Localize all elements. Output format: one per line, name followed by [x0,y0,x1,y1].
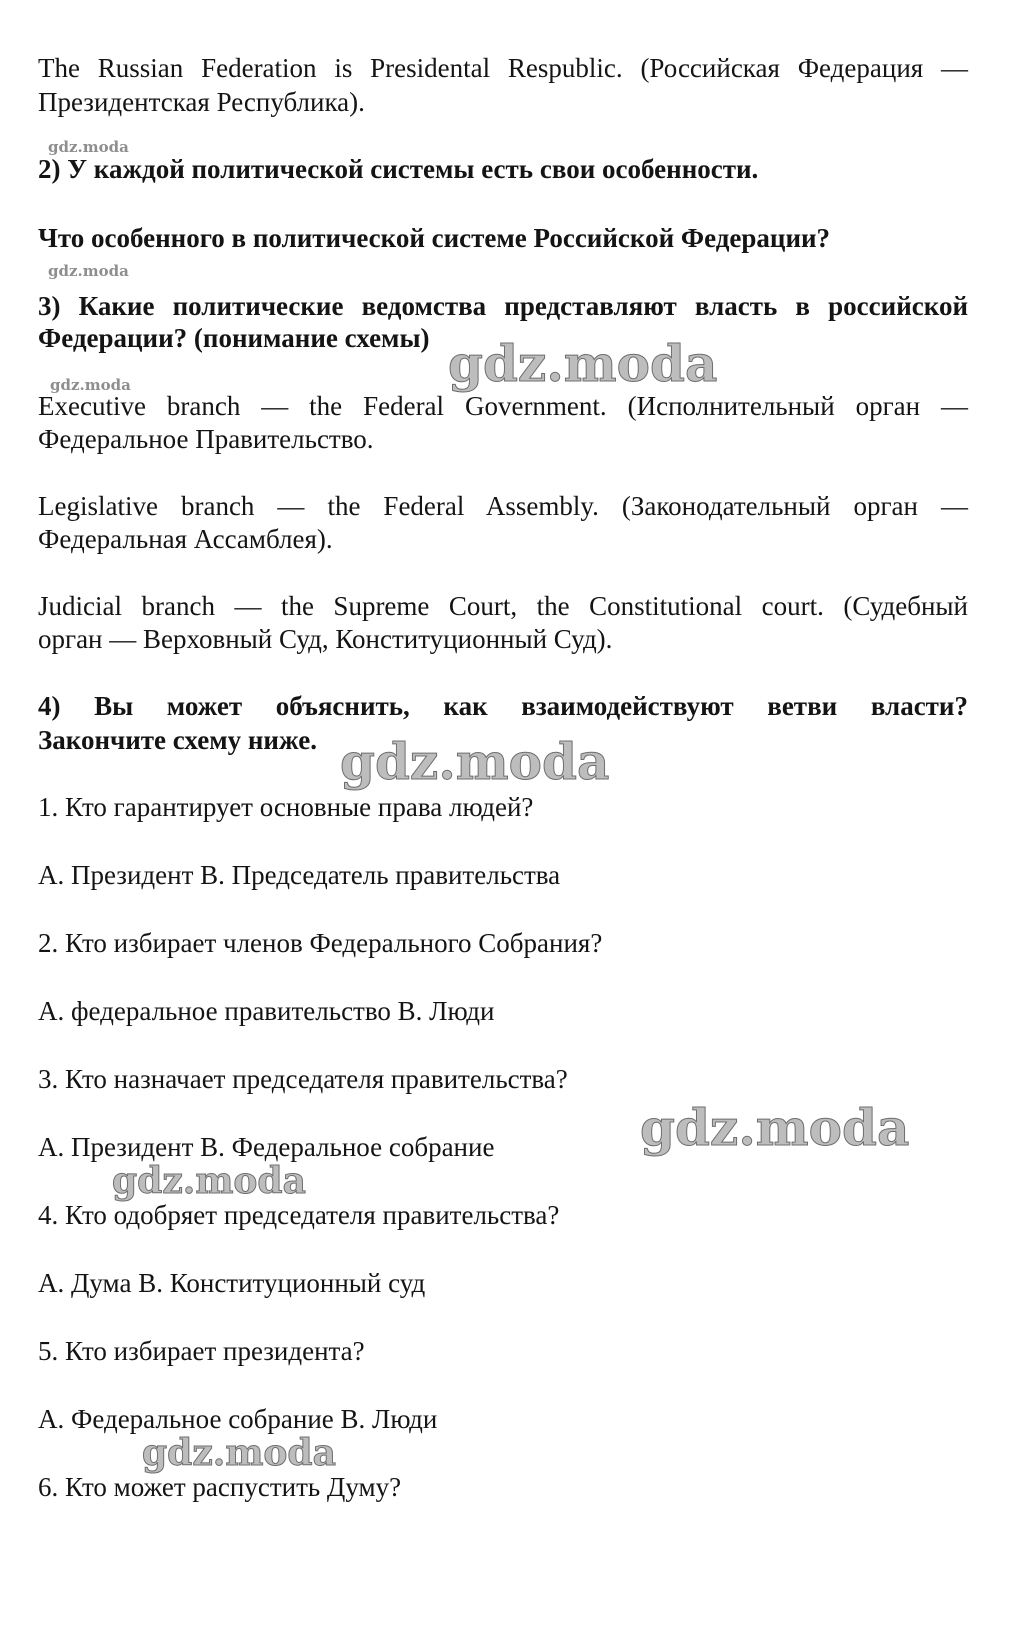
legislative-branch-line-2: Федеральная Ассамблея). [38,524,333,554]
quiz-answer-5: А. Федеральное собрание В. Люди [38,1404,438,1434]
text-line-1: The Russian Federation is Presidental Respublic. (Российская Федерация — [38,53,968,83]
watermark-logo: gdz.moda [142,1432,336,1474]
watermark-logo: gdz.moda [448,334,718,393]
question-3-heading-line-2: Федерации? (понимание схемы) [38,323,430,353]
watermark-logo: gdz.moda [48,262,129,280]
question-4-heading-line-2: Закончите схему ниже. [38,725,317,755]
quiz-answer-3: А. Президент В. Федеральное собрание [38,1132,495,1162]
quiz-question-4: 4. Кто одобряет председателя правительства? [38,1200,560,1230]
question-4-heading-line-1: 4) Вы может объяснить, как взаимодействуют ветви власти? [38,691,968,721]
judicial-branch-line-2: орган — Верховный Суд, Конституционный Суд). [38,624,613,654]
quiz-question-2: 2. Кто избирает членов Федерального Собрания? [38,928,603,958]
quiz-answer-4: А. Дума В. Конституционный суд [38,1268,426,1298]
question-2-subheading: Что особенного в политической системе Российской Федерации? [38,223,831,253]
text-line-2: Президентская Республика). [38,87,365,117]
quiz-answer-2: А. федеральное правительство В. Люди [38,996,495,1026]
quiz-question-3: 3. Кто назначает председателя правительства? [38,1064,568,1094]
watermark-logo: gdz.moda [340,732,610,791]
question-2-heading: 2) У каждой политической системы есть свои особенности. [38,154,759,184]
watermark-logo: gdz.moda [112,1160,306,1202]
quiz-question-5: 5. Кто избирает президента? [38,1336,365,1366]
quiz-question-1: 1. Кто гарантирует основные права людей? [38,792,534,822]
watermark-logo: gdz.moda [50,376,131,394]
watermark-logo: gdz.moda [48,138,129,156]
question-3-heading-line-1: 3) Какие политические ведомства представляют власть в российской [38,291,968,321]
executive-branch-line-2: Федеральное Правительство. [38,424,374,454]
watermark-logo: gdz.moda [640,1098,910,1157]
judicial-branch-line-1: Judicial branch — the Supreme Court, the Constitutional court. (Судебный [38,591,968,621]
quiz-answer-1: А. Президент В. Председатель правительства [38,860,561,890]
executive-branch-line-1: Executive branch — the Federal Government. (Исполнительный орган — [38,391,968,421]
legislative-branch-line-1: Legislative branch — the Federal Assembly. (Законодательный орган — [38,491,968,521]
quiz-question-6: 6. Кто может распустить Думу? [38,1472,402,1502]
